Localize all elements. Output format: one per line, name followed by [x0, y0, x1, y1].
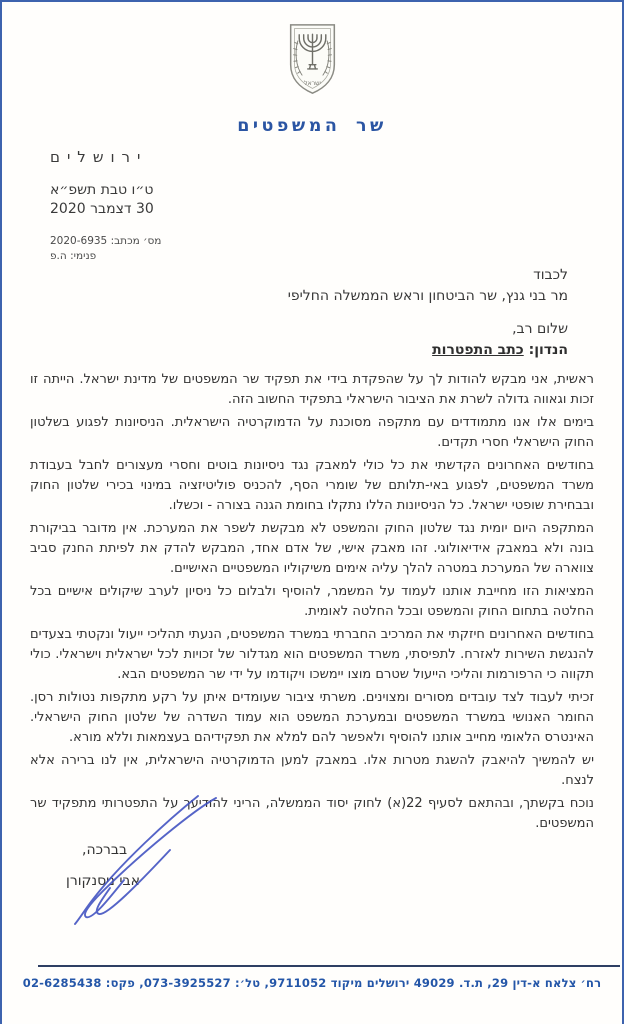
letterhead-emblem — [30, 22, 594, 96]
body-paragraph: יש להמשיך להיאבק להשגת מטרות אלו. במאבק למען הדמוקרטיה הישראלית, אין לנו ברירה אלא לנצח. — [30, 753, 594, 788]
signer-name: אבי ניסנקורן — [66, 873, 140, 889]
letter-meta-block — [50, 148, 594, 263]
body-paragraph: נוכח בקשתך, ובהתאם לסעיף 22(א) לחוק יסוד הממשלה, הריני להודיעך על התפטרותי מתפקיד שר המשפטים. — [30, 796, 594, 831]
greeting-line: שלום רב, — [512, 321, 568, 337]
closing-block — [66, 842, 236, 889]
footer-divider — [38, 965, 620, 967]
emblem-caption: ישראל — [303, 80, 321, 88]
letter-footer — [2, 965, 622, 990]
letterhead-title: שר המשפטים — [237, 116, 387, 136]
body-paragraph: ראשית, אני מבקש להודות לך על שהפקדת בידי את תפקיד שר המשפטים של מדינת ישראל. הייתה זו זכות וגאווה גדולה לשרת את הציבור הישראלי בתפקיד החשוב הזה. — [30, 372, 594, 407]
letter-number-line — [50, 234, 594, 248]
internal-ref-line — [50, 249, 594, 263]
internal-ref-label: פנימי: — [70, 250, 97, 262]
body-paragraph: המתקפה היום יומית נגד שלטון החוק והמשפט לא מבקשת לשפר את המערכת. אין מדובר בביקורת בונה ולא במאבק אידיאולוגי. זהו מאבק אישי, של אדם אחד, המבקש להדק את לפיתת החנק סביב צווארה של המערכת במטרה להלך עליה אימים משיקוליו המשפטיים האישיים. — [30, 521, 594, 576]
to-label: לכבוד — [533, 267, 568, 283]
recipient-name: מר בני גנץ, שר הביטחון וראש הממשלה החליפי — [287, 288, 568, 304]
letter-number-value: 2020-6935 — [50, 235, 108, 247]
subject-value: כתב התפטרות — [432, 342, 524, 358]
letter-body — [30, 370, 594, 834]
footer-address: רח׳ צלאח א-דין 29, ת.ד. 49029 ירושלים מיקוד 9711052, טל׳: 073-3925527, פקס: 02-6285438 — [22, 976, 602, 990]
hebrew-date: ט״ו טבת תשפ״א — [50, 182, 154, 198]
subject-line — [30, 342, 568, 358]
letter-number-label: מס׳ מכתב: — [110, 235, 162, 247]
body-paragraph: בימים אלו אנו מתמודדים עם מתקפה מסוכנת על הדמוקרטיה הישראלית. הניסיונות לפגוע בשלטון החוק הישראלי חסרי תקדים. — [30, 415, 594, 450]
body-paragraph: זכיתי לעבוד לצד עובדים מסורים ומצוינים. משרתי ציבור שעומדים איתן על רקע מתקפות נטולות רסן. החומר האנושי במשרד המשפטים ובמערכת המשפט הוא עמוד השדרה של שלטון החוק הישראלי. האינטרס הלאומי מחייב אותנו להוסיף ולאפשר להם למלא את תפקידיהם בעצמאות וללא מורא. — [30, 690, 594, 745]
recipient-block — [30, 267, 568, 358]
body-paragraph: בחודשים האחרונים הקדשתי את כל כולי למאבק נגד ניסיונות בוטים וחסרי מעצורים לחבל בעבודת משרד המשפטים, לפגוע באי-תלותם של שומרי הסף, להכניס פוליטיזציה במינוי בכירי שלטון החוק ובבחירת שופטי ישראל. כל הניסיונות הללו נתקלו בחומת הגנה בצורה - וכשלו. — [30, 458, 594, 513]
body-paragraph: בחודשים האחרונים חיזקתי את המרכיב החברתי במשרד המשפטים, הנעתי תהליכי ייעול ונקטתי בצעדים להנגשת השירות לאזרח. לתפיסתי, משרד המשפטים הוא מגדלור של זכויות לכל ישראלית וישראלי. כולי תקווה כי הרפורמות והליכי הייעול שטרם מוצו יימשכו ויקודמו על ידי שר המשפטים הבא. — [30, 627, 594, 682]
israel-state-emblem-icon — [284, 22, 341, 96]
city-line: ירושלים — [50, 148, 148, 166]
body-paragraph: המציאות הזו מחייבת אותנו לעמוד על המשמר, להוסיף ולבלום כל ניסיון לערב שיקולים אישיים בכל החלטה בתחום החוק והמשפט ובכל החלטה לאומית. — [30, 584, 594, 619]
subject-label: הנדון: — [528, 342, 568, 358]
gregorian-date: 30 דצמבר 2020 — [50, 201, 154, 217]
internal-ref-value: ה.פ — [50, 250, 67, 262]
valediction: בברכה, — [82, 842, 128, 858]
